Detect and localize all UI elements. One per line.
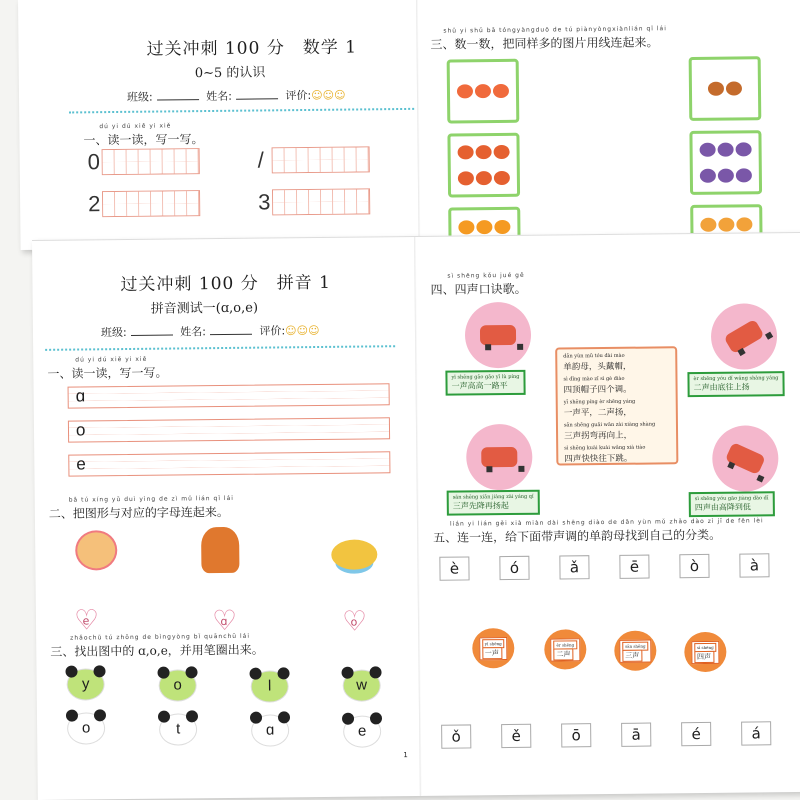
digit-sample: 3 <box>257 189 271 215</box>
rating-faces-icon: ☺☺☺ <box>311 88 346 102</box>
panda-letter[interactable]: w <box>343 669 381 701</box>
sample-letter: e <box>76 454 86 474</box>
pinyin-page-subtitle: 拼音测试一(ɑ,o,e) <box>150 300 259 317</box>
panda-letter[interactable]: ɑ <box>251 714 289 746</box>
pinyin-sec1-title: 一、读一读，写一写。 <box>47 365 168 381</box>
writing-line[interactable] <box>68 451 390 476</box>
duck-image <box>331 539 377 569</box>
tone4-label: sì shēng yóu gāo jiàng dào dī 四声由高降到低 <box>689 491 775 517</box>
tone-vowel-box[interactable]: á <box>741 721 771 745</box>
rating-faces-icon: ☺☺☺ <box>285 323 320 338</box>
class-label: 班级: <box>126 90 153 104</box>
math-sec3-title: 三、数一数，把同样多的图片用线连起来。 <box>430 35 659 52</box>
tone-vowel-box[interactable]: ě <box>501 724 531 748</box>
pinyin-sec4-pinyin: sì shēng kǒu jué gē <box>447 271 525 280</box>
sample-letter: ɑ <box>75 386 86 406</box>
panda-letter[interactable]: y <box>66 668 104 700</box>
panda-letter[interactable]: e <box>343 715 381 747</box>
dotted-separator <box>45 345 395 353</box>
house-picture-box[interactable] <box>689 56 762 121</box>
tone-category-pumpkin[interactable]: èr shēng 二声 <box>544 629 586 669</box>
writing-grid[interactable] <box>272 146 370 173</box>
name-label: 姓名: <box>180 325 206 339</box>
heart-letter-card[interactable]: ♡ e <box>74 612 98 632</box>
writing-grid[interactable] <box>272 188 370 215</box>
panda-letter[interactable]: o <box>67 712 105 744</box>
class-label: 班级: <box>100 326 127 340</box>
tone-category-pumpkin[interactable]: sì shēng 四声 <box>684 632 726 672</box>
digit-sample: 0 <box>87 149 101 175</box>
pinyin-sec5-pinyin: lián yi lián gěi xià miàn dài shēng diào de dān yùn mǔ zhǎo dào zì jǐ de fēn lèi <box>449 517 764 528</box>
math-page-subtitle: 0~5 的认识 <box>194 65 266 82</box>
writing-line[interactable] <box>68 383 390 408</box>
writing-grid[interactable] <box>102 148 200 175</box>
pinyin-sec3-pinyin: zhǎochū tú zhōng de bìngyòng bǐ quānchū lái <box>70 632 251 642</box>
tone-vowel-box[interactable]: ā <box>621 723 651 747</box>
bow-picture-box[interactable] <box>447 59 520 124</box>
tone-vowel-box[interactable]: ò <box>679 554 709 578</box>
rooster-image <box>201 527 239 573</box>
panda-letter[interactable]: t <box>159 713 197 745</box>
tone2-car-illustration <box>711 303 778 370</box>
panda-letter[interactable]: l <box>251 670 289 702</box>
name-blank[interactable] <box>210 334 252 335</box>
heart-letter-card[interactable]: ♡ o <box>342 614 366 634</box>
tone1-car-illustration <box>465 302 532 369</box>
tone4-car-illustration <box>712 425 779 492</box>
pinyin-page-title: 过关冲刺 100 分 拼音 1 <box>120 272 332 296</box>
math-page-title: 过关冲刺 100 分 数学 1 <box>146 37 358 60</box>
tone-vowel-box[interactable]: è <box>439 556 469 580</box>
pinyin-sec4-title: 四、四声口诀歌。 <box>430 281 527 297</box>
writing-grid[interactable] <box>102 190 200 217</box>
tone3-car-illustration <box>466 424 533 491</box>
shell-picture-box[interactable] <box>689 130 762 195</box>
tone2-label: èr shēng yóu dǐ wǎng shàng yáng 二声由底往上扬 <box>687 371 784 397</box>
rating-label: 评价: <box>259 324 286 338</box>
writing-line[interactable] <box>68 417 390 442</box>
math-workbook-page <box>18 0 800 250</box>
sample-letter: o <box>75 420 86 440</box>
math-sec1-pinyin: dú yi dú xiě yi xiě <box>99 122 172 131</box>
heart-letter-card[interactable]: ♡ ɑ <box>212 613 236 633</box>
math-info-row <box>127 87 346 105</box>
crying-child-image <box>75 530 117 570</box>
pinyin-sec3-title: 三、找出图中的 ɑ,o,e，并用笔圈出来。 <box>50 642 264 659</box>
dotted-separator <box>69 108 414 116</box>
math-sec3-pinyin: shǔ yi shǔ bǎ tóngyàngduō de tú piànyòngxiànlián qǐ lái <box>443 25 667 35</box>
mushroom-picture-box[interactable] <box>447 133 520 198</box>
tone-category-pumpkin[interactable]: sān shēng 三声 <box>614 630 656 670</box>
tone-vowel-box[interactable]: ǒ <box>441 724 471 748</box>
tone-vowel-box[interactable]: ó <box>499 556 529 580</box>
book-spine <box>416 0 421 246</box>
tone1-label: yī shēng gāo gāo yī lù píng 一声高高一路平 <box>445 370 525 396</box>
math-sec1-title: 一、读一读，写一写。 <box>83 132 204 148</box>
pinyin-info-row <box>101 322 320 340</box>
digit-sample: 2 <box>88 191 101 217</box>
pinyin-sec5-title: 五、连一连，给下面带声调的单韵母找到自己的分类。 <box>433 527 722 545</box>
tone-vowel-box[interactable]: à <box>739 553 769 577</box>
digit-sample: / <box>257 147 264 173</box>
pinyin-sec2-pinyin: bǎ tú xíng yǔ duì yìng de zì mǔ lián qǐ lái <box>68 494 234 504</box>
book-spine <box>414 237 422 796</box>
class-blank[interactable] <box>131 335 173 336</box>
tone-vowel-box[interactable]: ē <box>619 555 649 579</box>
page-number: 1 <box>403 751 408 760</box>
pinyin-sec2-title: 二、把图形与对应的字母连起来。 <box>48 504 229 521</box>
name-blank[interactable] <box>236 98 278 99</box>
panda-letter[interactable]: o <box>159 669 197 701</box>
name-label: 姓名: <box>206 89 233 104</box>
tone3-label: sān shēng xiān jiàng zài yáng qǐ 三声先降再扬起 <box>447 490 540 516</box>
pinyin-sec1-pinyin: dú yi dú xiě yi xiě <box>75 355 148 364</box>
tone-poem-box: dān yùn mǔ tóu dài mào 单韵母，头戴帽， sì dǐng mào zǐ sì gè diào 四顶帽子四个调。 yī shēng píng èr shēng yáng 一声平，二声扬， sān shēng guǎi wān zài xiàng shàng 三声拐弯再向上， sì shēng kuài kuài wǎng xià tiào 四声快快往下跳。 <box>555 346 678 465</box>
tone-category-pumpkin[interactable]: yī shēng 一声 <box>472 628 514 668</box>
tone-vowel-box[interactable]: é <box>681 722 711 746</box>
rating-label: 评价: <box>285 88 312 103</box>
tone-vowel-box[interactable]: ǎ <box>559 555 589 579</box>
class-blank[interactable] <box>157 99 199 100</box>
pinyin-workbook-page <box>32 232 800 800</box>
tone-vowel-box[interactable]: ō <box>561 723 591 747</box>
